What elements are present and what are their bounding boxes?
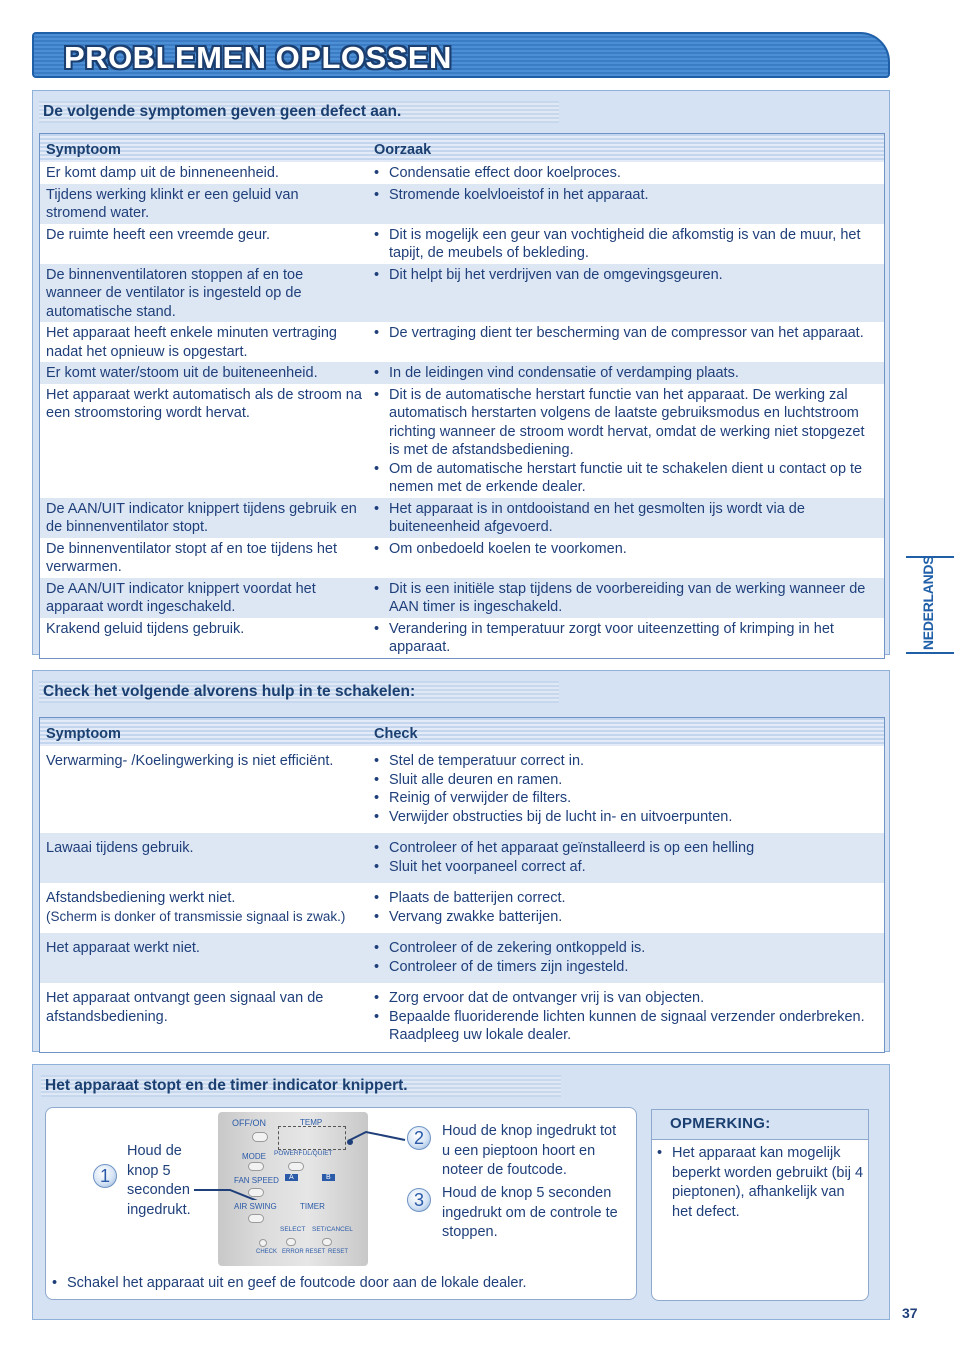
page-title: PROBLEMEN OPLOSSEN (64, 40, 452, 75)
remote-label-a: A (285, 1174, 298, 1181)
column-header-cause: Oorzaak (368, 134, 884, 162)
instruction-bottom-note: • Schakel het apparaat uit en geef de foutcode door aan de lokale dealer. (52, 1274, 612, 1294)
callout-line-2 (350, 1132, 405, 1140)
table-row (40, 983, 884, 1052)
check-cell (368, 933, 884, 983)
remote-label-reset: RESET (328, 1249, 349, 1255)
cause-item: • Dit is mogelijk een geur van vochtigheid die afkomstig is van de muur, het tapijt, de meubels of bekleding. (374, 226, 878, 263)
no-defect-table (39, 133, 885, 659)
remote-label-powerful: POWERFUL/QUIET (274, 1150, 333, 1157)
cause-cell (368, 162, 884, 184)
symptom-text: Tijdens werking klinkt er een geluid van stromend water. (46, 186, 299, 221)
step-3-number: 3 (407, 1188, 431, 1212)
remote-label-b: B (322, 1174, 335, 1181)
check-item: • Vervang zwakke batterijen. (374, 908, 878, 927)
cause-cell (368, 498, 884, 538)
check-item: • Sluit het voorpaneel correct af. (374, 858, 878, 877)
setcancel-button (322, 1238, 332, 1246)
table-row (40, 833, 884, 883)
cause-item: • Om de automatische herstart functie uit te schakelen dient u contact op te nemen met de erkende dealer. (374, 460, 878, 497)
check-table (39, 717, 885, 1053)
table-row (40, 578, 884, 618)
cause-cell (368, 322, 884, 362)
column-header-symptom: Symptoom (40, 718, 368, 746)
section-check (32, 670, 890, 1052)
remote-label-temp: TEMP (300, 1118, 323, 1127)
cause-cell (368, 578, 884, 618)
remote-label-setcancel: SET/CANCEL (312, 1226, 353, 1233)
remote-label-airswing: AIR SWING (234, 1202, 277, 1211)
symptom-cell (40, 883, 368, 933)
cause-item: • Dit is de automatische herstart functie van het apparaat. De werking zal automatisch herstarten volgens de laatste gebruiksmodus en luchtstroom richting wanneer de stroom wordt hervat, omdat de werking niet stopgezet is met de afstandsbediening. (374, 386, 878, 460)
cause-cell (368, 184, 884, 224)
cause-item: • Dit helpt bij het verdrijven van de omgevingsgeuren. (374, 266, 878, 285)
table-row (40, 883, 884, 933)
check-cell (368, 746, 884, 833)
symptom-cell (40, 746, 368, 833)
check-item: • Controleer of het apparaat geïnstalleerd is op een helling (374, 839, 878, 858)
language-tab (906, 556, 954, 654)
check-item: • Plaats de batterijen correct. (374, 889, 878, 908)
remote-label-check: CHECK (256, 1249, 278, 1255)
section-timer-title-text: Het apparaat stopt en de timer indicator knippert. (45, 1077, 408, 1094)
table-row (40, 162, 884, 184)
symptom-cell (40, 162, 368, 184)
note-text: • Het apparaat kan mogelijk beperkt worden gebruikt (bij 4 pieptonen), afhankelijk van het defect. (657, 1144, 865, 1222)
symptom-text: Het apparaat heeft enkele minuten vertraging nadat het opnieuw is opgestart. (46, 325, 337, 360)
cause-cell (368, 618, 884, 658)
symptom-cell (40, 498, 368, 538)
section-check-title (39, 681, 559, 703)
section-check-title-text: Check het volgende alvorens hulp in te schakelen: (43, 683, 416, 700)
column-header-check: Check (368, 718, 884, 746)
symptom-text: Het apparaat werkt automatisch als de stroom na een stroomstoring wordt hervat. (46, 386, 362, 421)
step-2-number: 2 (407, 1126, 431, 1150)
symptom-text: De AAN/UIT indicator knippert tijdens gebruik en de binnenventilator stopt. (46, 500, 357, 535)
remote-label-timer: TIMER (300, 1202, 325, 1211)
check-cell (368, 833, 884, 883)
symptom-cell (40, 184, 368, 224)
symptom-cell (40, 618, 368, 658)
check-item: • Stel de temperatuur correct in. (374, 752, 878, 771)
check-item: • Verwijder obstructies bij de lucht in- en uitvoerpunten. (374, 808, 878, 827)
title-banner (32, 32, 890, 78)
table-row (40, 384, 884, 498)
table-row (40, 362, 884, 384)
check-item: • Controleer of de zekering ontkoppeld is. (374, 939, 878, 958)
cause-item: • Verandering in temperatuur zorgt voor uiteenzetting of krimping in het apparaat. (374, 620, 878, 657)
cause-cell (368, 362, 884, 384)
symptom-text: De ruimte heeft een vreemde geur. (46, 226, 271, 243)
symptom-cell (40, 224, 368, 264)
select-button (286, 1238, 296, 1246)
symptom-cell (40, 362, 368, 384)
symptom-subtext: (Scherm is donker of transmissie signaal is zwak.) (46, 908, 346, 924)
check-item: • Bepaalde fluoriderende lichten kunnen de signaal verzender onderbreken. Raadpleeg uw lokale dealer. (374, 1008, 878, 1045)
cause-item: • Condensatie effect door koelproces. (374, 164, 878, 183)
check-item: • Sluit alle deuren en ramen. (374, 771, 878, 790)
symptom-text: Het apparaat werkt niet. (46, 940, 200, 956)
step-1-number: 1 (93, 1164, 117, 1188)
cause-item: • Om onbedoeld koelen te voorkomen. (374, 540, 878, 559)
symptom-text: Lawaai tijdens gebruik. (46, 840, 194, 856)
page-number: 37 (902, 1305, 918, 1321)
check-item: • Reinig of verwijder de filters. (374, 789, 878, 808)
symptom-cell (40, 264, 368, 323)
cause-item: • Dit is een initiële stap tijdens de voorbereiding van de werking wanneer de AAN timer is ingeschakeld. (374, 580, 878, 617)
remote-label-offon: OFF/ON (232, 1118, 266, 1128)
section-timer-title (41, 1075, 561, 1097)
check-button (259, 1239, 267, 1247)
symptom-text: Krakend geluid tijdens gebruik. (46, 620, 245, 637)
symptom-cell (40, 538, 368, 578)
column-header-symptom: Symptoom (40, 134, 368, 162)
airswing-button (248, 1214, 264, 1223)
step-2-text: Houd de knop ingedrukt tot u een pieptoon hoort en noteer de foutcode. (442, 1123, 617, 1178)
check-cell (368, 883, 884, 933)
remote-label-select: SELECT (280, 1226, 306, 1233)
step-1-text: Houd de knop 5 seconden ingedrukt. (127, 1143, 191, 1218)
cause-cell (368, 538, 884, 578)
section-no-defect-title-text: De volgende symptomen geven geen defect aan. (43, 103, 402, 120)
symptom-cell (40, 384, 368, 498)
symptom-text: Er komt water/stoom uit de buiteneenheid. (46, 365, 318, 381)
symptom-cell (40, 833, 368, 883)
no-defect-table-body (40, 162, 884, 658)
symptom-text: De AAN/UIT indicator knippert voordat het apparaat wordt ingeschakeld. (46, 580, 316, 615)
symptom-text: Verwarming- /Koelingwerking is niet efficiënt. (46, 753, 334, 769)
symptom-cell (40, 578, 368, 618)
remote-label-errorreset: ERROR RESET (282, 1249, 326, 1255)
table-row (40, 322, 884, 362)
symptom-cell (40, 933, 368, 983)
table-row (40, 538, 884, 578)
cause-cell (368, 384, 884, 498)
cause-cell (368, 264, 884, 323)
check-item: • Zorg ervoor dat de ontvanger vrij is van objecten. (374, 989, 878, 1008)
callout-line-1 (194, 1190, 270, 1200)
check-item: • Controleer of de timers zijn ingesteld. (374, 958, 878, 977)
step-3-text: Houd de knop 5 seconden ingedrukt om de controle te stoppen. (442, 1185, 618, 1240)
cause-item: • Stromende koelvloeistof in het apparaat. (374, 186, 878, 205)
symptom-text: Afstandsbediening werkt niet. (46, 890, 236, 906)
cause-item: • In de leidingen vind condensatie of verdamping plaats. (374, 364, 878, 383)
section-no-defect (32, 90, 890, 655)
symptom-cell (40, 322, 368, 362)
language-label: NEDERLANDS (920, 555, 936, 650)
symptom-text: Het apparaat ontvangt geen signaal van de afstandsbediening. (46, 990, 324, 1025)
cause-item: • De vertraging dient ter bescherming van de compressor van het apparaat. (374, 324, 878, 343)
symptom-cell (40, 983, 368, 1052)
cause-item: • Het apparaat is in ontdooistand en het gesmolten ijs wordt via de buiteneenheid afgevoerd. (374, 500, 878, 537)
table-row (40, 264, 884, 323)
table-row (40, 498, 884, 538)
table-row (40, 224, 884, 264)
note-header (651, 1109, 869, 1140)
table-row (40, 746, 884, 833)
table-row (40, 933, 884, 983)
callout-lines (190, 1120, 410, 1200)
note-box (651, 1139, 869, 1301)
symptom-text: De binnenventilatoren stoppen af en toe wanneer de ventilator is ingesteld op de automatische stand. (46, 266, 304, 320)
check-table-body (40, 746, 884, 1052)
check-cell (368, 983, 884, 1052)
remote-label-mode: MODE (242, 1152, 266, 1161)
symptom-text: Er komt damp uit de binneneenheid. (46, 165, 279, 181)
cause-cell (368, 224, 884, 264)
note-title: OPMERKING: (670, 1115, 771, 1132)
section-no-defect-title (39, 101, 559, 123)
symptom-text: De binnenventilator stopt af en toe tijdens het verwarmen. (46, 540, 337, 575)
remote-label-fanspeed: FAN SPEED (234, 1176, 279, 1185)
callout-dot (347, 1139, 353, 1145)
table-row (40, 184, 884, 224)
table-row (40, 618, 884, 658)
